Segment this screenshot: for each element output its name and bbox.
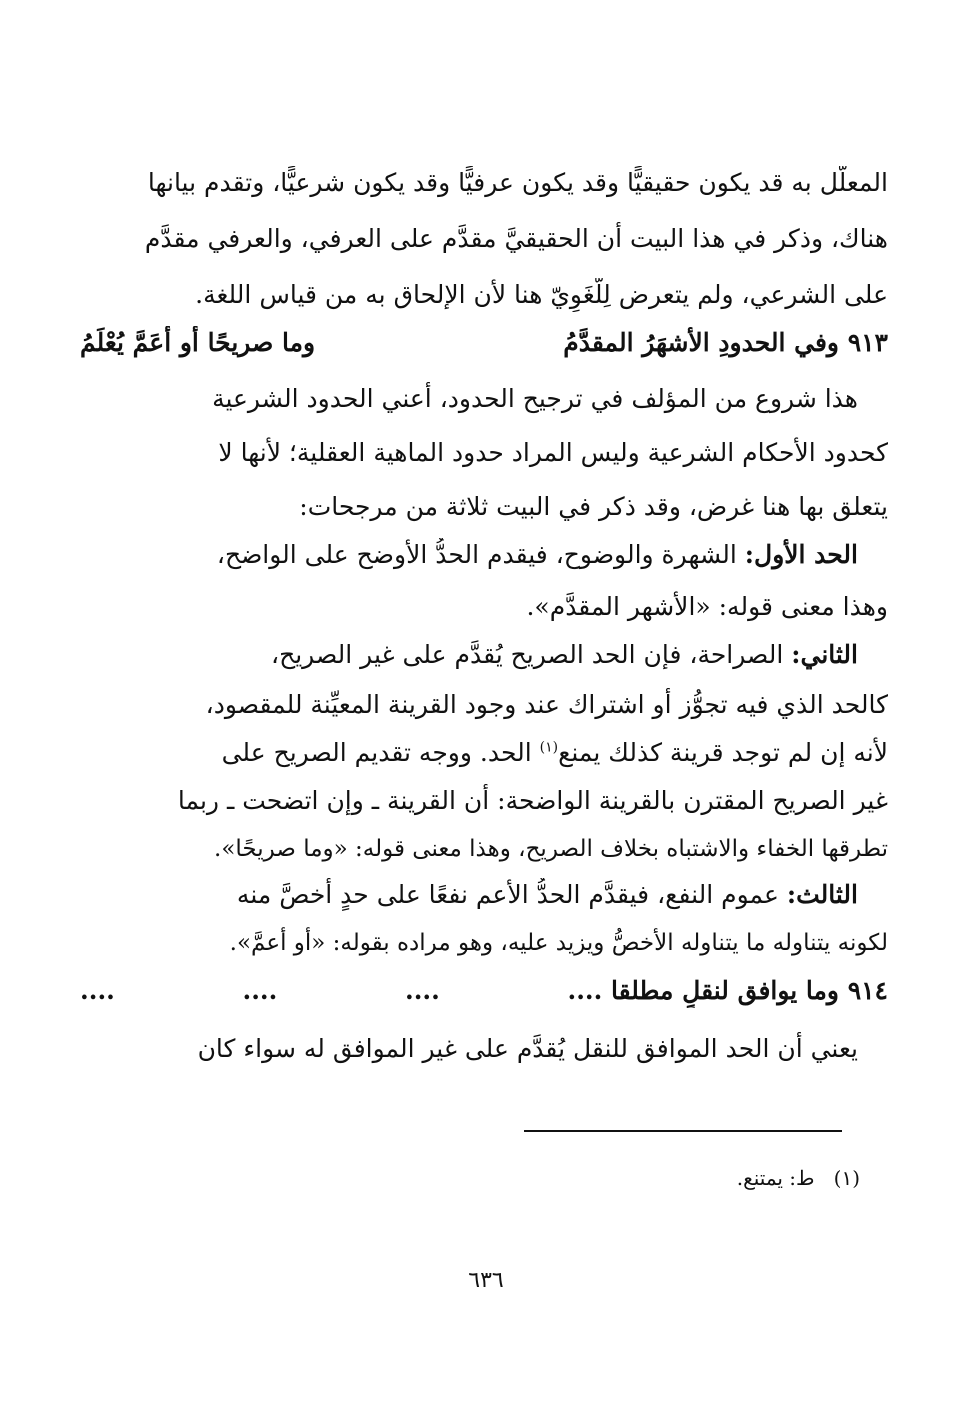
first-criterion-line: [80, 538, 888, 572]
second-criterion-line: [80, 638, 888, 672]
text-line: هذا شروع من المؤلف في ترجيح الحدود، أعني الحدود الشرعية: [212, 384, 858, 413]
text-line: المعلَّل به قد يكون حقيقيًّا وقد يكون عرفيًّا وقد يكون شرعيًّا، وتقدم بيانها: [147, 168, 888, 197]
second-criterion-text: الصراحة، فإن الحد الصريح يُقدَّم على غير الصريح،: [271, 640, 784, 669]
verse-913-first-hemistich: ٩١٣ وفي الحدودِ الأشهَرُ المقدَّمُ: [563, 328, 888, 357]
text-line: يتعلق بها هنا غرض، وقد ذكر في البيت ثلاثة من مرجحات:: [299, 492, 888, 521]
text-line-with-footnote: [80, 736, 888, 770]
verse-914-first-hemistich: ٩١٤ وما يوافق لنقلٍ مطلقا ....: [567, 976, 888, 1005]
verse-914-dots: ....: [242, 976, 278, 1005]
first-criterion-text: الشهرة والوضوح، فيقدم الحدُّ الأوضح على الواضح،: [216, 540, 737, 569]
third-criterion-text: عموم النفع، فيقدَّم الحدُّ الأعم نفعًا على حدٍ أخصَّ منه: [236, 880, 779, 909]
footnote-text: ط: يمتنع.: [736, 1166, 815, 1190]
text-line: يعني أن الحد الموافق للنقل يُقدَّم على غير الموافق له سواء كان: [197, 1034, 858, 1063]
first-criterion-label: الحد الأول:: [744, 540, 858, 569]
verse-913: [80, 326, 888, 360]
footnote-number: (١): [833, 1166, 860, 1190]
verse-914-dots: ....: [80, 976, 115, 1005]
text-segment: الحد. ووجه تقديم الصريح على: [221, 738, 532, 767]
text-line: لكونه يتناوله ما يتناوله الأخصُّ ويزيد عليه، وهو مراده بقوله: «أو أعمَّ».: [229, 930, 888, 956]
text-line: على الشرعي، ولم يتعرض لِلُّغَوِيّ هنا لأن الإلحاق به من قياس اللغة.: [195, 280, 888, 309]
verse-914-dots: ....: [405, 976, 440, 1005]
text-segment: لأنه إن لم توجد قرينة كذلك يمنع: [558, 738, 888, 767]
footnote: [737, 1164, 860, 1192]
text-line: كحدود الأحكام الشرعية وليس المراد حدود الماهية العقلية؛ لأنها لا: [218, 438, 888, 467]
text-line: كالحد الذي فيه تجوُّز أو اشتراك عند وجود القرينة المعيِّنة للمقصود،: [205, 690, 888, 719]
verse-914: [80, 974, 888, 1008]
text-line: هناك، وذكر في هذا البيت أن الحقيقيَّ مقدَّم على العرفي، والعرفي مقدَّم: [144, 224, 888, 253]
third-criterion-label: الثالث:: [786, 880, 858, 909]
text-line: تطرقها الخفاء والاشتباه بخلاف الصريح، وهذا معنى قوله: «وما صريحًا».: [214, 836, 888, 862]
footnote-reference: (١): [539, 739, 559, 756]
second-criterion-label: الثاني:: [791, 640, 858, 669]
main-text: [80, 166, 888, 1086]
page-number: ٦٣٦: [468, 1268, 504, 1293]
footnote-separator: [524, 1130, 842, 1132]
third-criterion-line: [80, 878, 888, 912]
text-line: غير الصريح المقترن بالقرينة الواضحة: أن القرينة ـ وإن اتضحت ـ ربما: [177, 786, 888, 815]
verse-913-second-hemistich: وما صريحًا أو أعَمَّ يُعْلَمُ: [80, 328, 316, 357]
text-line: وهذا معنى قوله: «الأشهر المقدَّم».: [526, 592, 888, 621]
